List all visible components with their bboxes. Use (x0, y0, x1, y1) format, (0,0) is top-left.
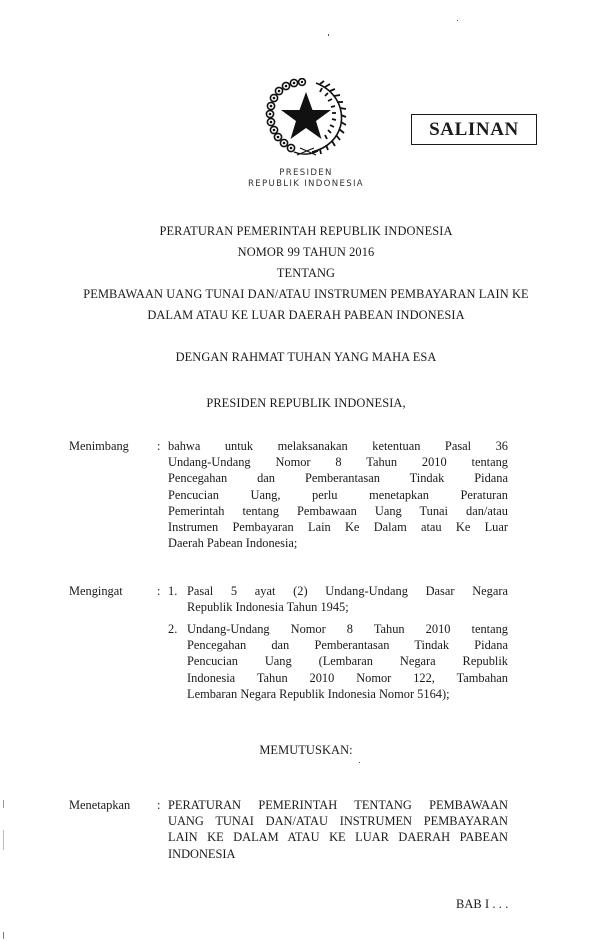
menimbang-line: Undang-Undang Nomor 8 Tahun 2010 tentang (168, 455, 508, 470)
menetapkan-line: UANG TUNAI DAN/ATAU INSTRUMEN PEMBAYARAN (168, 814, 508, 829)
menetapkan-colon: : (157, 798, 161, 812)
caption-republik-indonesia: REPUBLIK INDONESIA (248, 179, 364, 189)
title-line-1: PERATURAN PEMERINTAH REPUBLIK INDONESIA (159, 224, 453, 238)
menetapkan-line: PERATURAN PEMERINTAH TENTANG PEMBAWAAN (168, 798, 508, 812)
mengingat-line: Pencucian Uang (Lembaran Negara Republik (187, 654, 508, 669)
menimbang-text (168, 438, 508, 551)
mengingat-colon: : (157, 584, 161, 598)
menimbang-colon: : (157, 439, 161, 453)
scan-speck (457, 20, 458, 21)
title-line-2: NOMOR 99 TAHUN 2016 (237, 245, 375, 259)
scan-edge-mark (3, 800, 4, 808)
menimbang-line: Instrumen Pembayaran Lain Ke Dalam atau Ke Luar (168, 520, 508, 535)
mengingat-line: Undang-Undang Nomor 8 Tahun 2010 tentang (187, 622, 508, 636)
scan-speck (328, 34, 329, 36)
title-line-3: TENTANG (276, 266, 336, 280)
menimbang-line: Pencegahan dan Pemberantasan Tindak Pidana (168, 471, 508, 486)
mengingat-item-2-text (187, 621, 508, 702)
presidential-emblem (264, 78, 348, 156)
issuer: PRESIDEN REPUBLIK INDONESIA, (206, 396, 406, 410)
title-line-5: DALAM ATAU KE LUAR DAERAH PABEAN INDONESIA (147, 308, 465, 322)
mengingat-line: Indonesia Tahun 2010 Nomor 122, Tambahan (187, 670, 508, 685)
mengingat-line: Lembaran Negara Republik Indonesia Nomor 5164); (187, 686, 450, 701)
page-continuation: BAB I . . . (456, 897, 509, 911)
mengingat-item-1-text (187, 583, 508, 615)
menimbang-line: Pemerintah tentang Pembawaan Uang Tunai dan/atau (168, 503, 508, 518)
scan-speck (359, 762, 360, 763)
menetapkan-line: INDONESIA (168, 846, 236, 861)
mengingat-line: Republik Indonesia Tahun 1945; (187, 600, 349, 615)
menimbang-line: bahwa untuk melaksanakan ketentuan Pasal 36 (168, 439, 508, 453)
menimbang-label: Menimbang (69, 439, 129, 453)
title-line-4: PEMBAWAAN UANG TUNAI DAN/ATAU INSTRUMEN PEMBAYARAN LAIN KE (83, 287, 529, 301)
scan-edge-mark (3, 830, 4, 850)
menimbang-line: Daerah Pabean Indonesia; (168, 536, 298, 551)
scan-edge-mark (3, 932, 4, 939)
emblem-caption (0, 168, 612, 190)
menetapkan-text (168, 797, 508, 862)
mengingat-line: Pencegahan dan Pemberantasan Tindak Pidana (187, 638, 508, 653)
salinan-stamp-text: SALINAN (429, 119, 519, 140)
mengingat-line: Pasal 5 ayat (2) Undang-Undang Dasar Negara (187, 584, 508, 598)
menetapkan-line: LAIN KE DALAM ATAU KE LUAR DAERAH PABEAN (168, 830, 508, 845)
garuda-star-emblem-icon (264, 78, 348, 156)
decision-heading: MEMUTUSKAN: (259, 743, 353, 757)
menimbang-line: Pencucian Uang, perlu menetapkan Peraturan (168, 487, 508, 502)
mengingat-label: Mengingat (69, 584, 123, 598)
invocation: DENGAN RAHMAT TUHAN YANG MAHA ESA (175, 350, 437, 364)
mengingat-item-1-number: 1. (168, 584, 178, 598)
menetapkan-label: Menetapkan (69, 798, 131, 812)
caption-presiden: PRESIDEN (279, 168, 333, 178)
salinan-stamp (411, 114, 537, 145)
mengingat-item-2-number: 2. (168, 622, 178, 636)
